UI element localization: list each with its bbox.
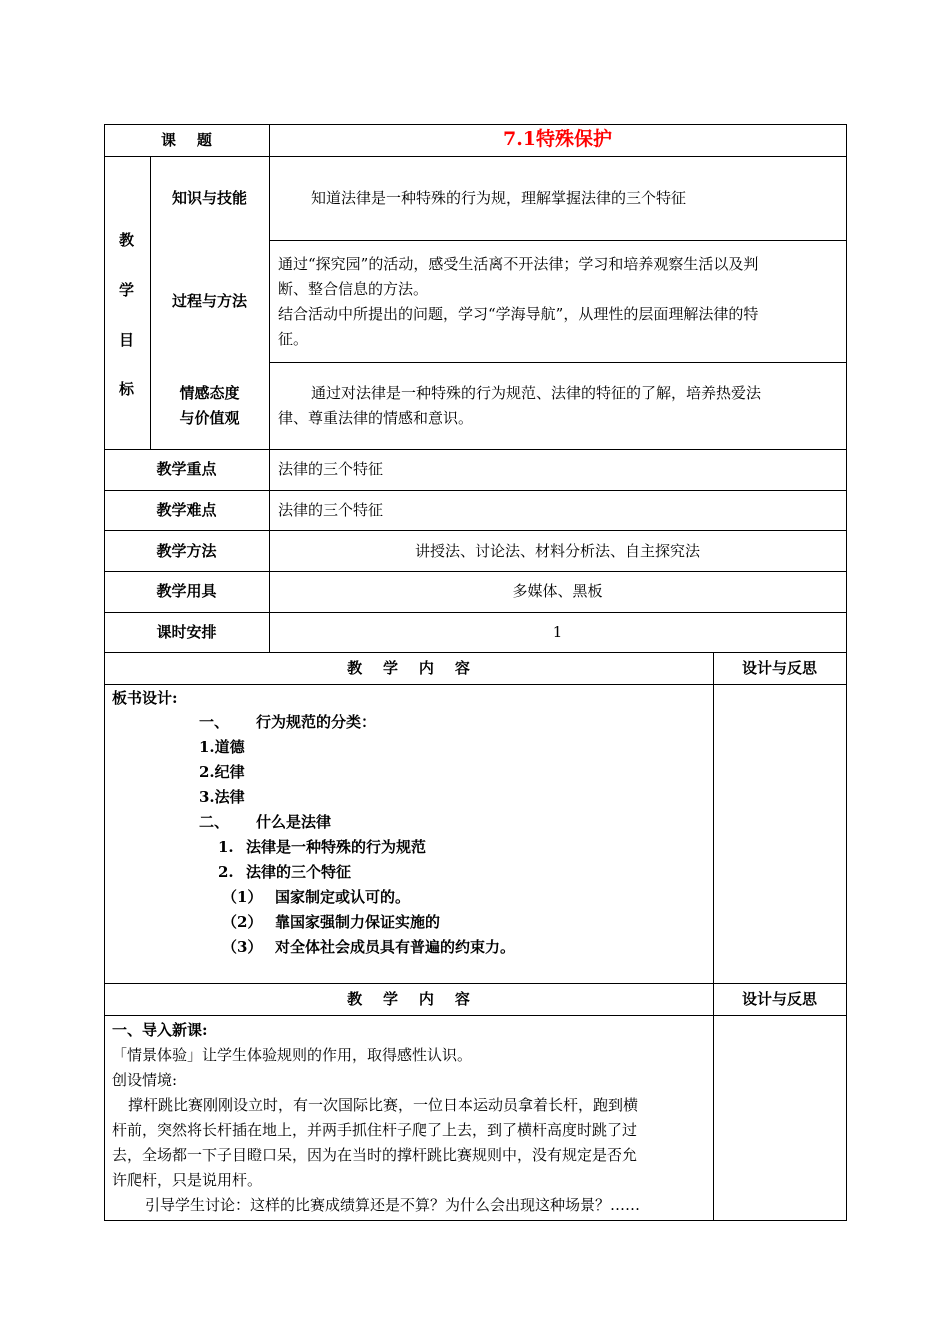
- row-divider: [104, 449, 847, 450]
- row-divider: [104, 612, 847, 613]
- experience-text: 「情景体验」让学生体验规则的作用，取得感性认识。: [112, 1046, 473, 1064]
- story-line: 去，全场都一下子目瞪口呆，因为在当时的撑杆跳比赛规则中，没有规定是否允: [112, 1146, 638, 1164]
- feature-item: 对全体社会成员具有普遍的约束力。: [275, 938, 516, 956]
- section-number: 一、: [199, 713, 230, 731]
- info-row-value: 法律的三个特征: [278, 460, 384, 478]
- objectives-label-char: 学: [119, 281, 135, 299]
- topic-label: 课 题: [161, 131, 212, 149]
- feature-number: （1）: [222, 888, 263, 906]
- info-row-value: 法律的三个特征: [278, 501, 384, 519]
- info-row-label: 课时安排: [156, 623, 217, 641]
- row-divider: [104, 530, 847, 531]
- board-title: 板书设计:: [112, 689, 178, 707]
- list-item-number: 2.: [218, 863, 234, 881]
- info-row-label: 教学难点: [156, 501, 217, 519]
- list-item: 1.道德: [199, 738, 245, 756]
- info-row-value: 讲授法、讨论法、材料分析法、自主探究法: [414, 542, 700, 560]
- reflect-header-label: 设计与反思: [741, 990, 817, 1008]
- row-divider: [104, 652, 847, 653]
- emotion-label-line: 情感态度: [179, 384, 240, 402]
- knowledge-label: 知识与技能: [171, 189, 247, 207]
- section-heading: 行为规范的分类：: [256, 713, 377, 731]
- content-header-label: 教 学 内 容: [347, 659, 470, 677]
- row-divider: [269, 240, 847, 241]
- row-divider: [104, 684, 847, 685]
- section-number: 二、: [199, 813, 230, 831]
- story-line: 杆前，突然将长杆插在地上，并两手抓住杆子爬了上去，到了横杆高度时跳了过: [112, 1121, 638, 1139]
- row-divider: [104, 983, 847, 984]
- info-row-label: 教学方法: [156, 542, 217, 560]
- feature-item: 靠国家强制力保证实施的: [275, 913, 441, 931]
- list-item: 法律是一种特殊的行为规范: [246, 838, 427, 856]
- objectives-label-char: 教: [119, 231, 135, 249]
- row-divider: [104, 156, 847, 157]
- info-row-value: 1: [552, 623, 563, 641]
- emotion-line: 通过对法律是一种特殊的行为规范、法律的特征的了解，培养热爱法: [311, 384, 762, 402]
- process-line: 通过“探究园”的活动，感受生活离不开法律；学习和培养观察生活以及判: [278, 255, 759, 273]
- discussion-text: 引导学生讨论：这样的比赛成绩算还是不算？为什么会出现这种场景？……: [145, 1196, 641, 1214]
- knowledge-text: 知道法律是一种特殊的行为规，理解掌握法律的三个特征: [311, 189, 687, 207]
- story-line: 许爬杆，只是说用杆。: [112, 1171, 263, 1189]
- table-border-top: [104, 124, 847, 125]
- section-heading: 什么是法律: [256, 813, 332, 831]
- feature-number: （3）: [222, 938, 263, 956]
- process-line: 结合活动中所提出的问题，学习“学海导航”，从理性的层面理解法律的特: [278, 305, 759, 323]
- feature-item: 国家制定或认可的。: [275, 888, 411, 906]
- col-divider: [713, 652, 714, 1220]
- process-line: 断、整合信息的方法。: [278, 280, 429, 298]
- row-divider: [269, 362, 847, 363]
- story-line: 撑杆跳比赛刚刚设立时，有一次国际比赛，一位日本运动员拿着长杆，跑到横: [128, 1096, 639, 1114]
- row-divider: [104, 571, 847, 572]
- objectives-label-char: 标: [119, 380, 135, 398]
- list-item: 法律的三个特征: [246, 863, 352, 881]
- process-line: 征。: [278, 330, 309, 348]
- list-item: 3.法律: [199, 788, 245, 806]
- emotion-line: 律、尊重法律的情感和意识。: [278, 409, 474, 427]
- content-header-label: 教 学 内 容: [347, 990, 470, 1008]
- intro-heading: 一、导入新课:: [112, 1021, 208, 1039]
- emotion-label-line: 与价值观: [179, 409, 240, 427]
- table-border-right: [846, 124, 847, 1221]
- scene-label: 创设情境:: [112, 1071, 178, 1089]
- topic-title: 7.1特殊保护: [502, 128, 613, 150]
- row-divider: [104, 490, 847, 491]
- info-row-label: 教学重点: [156, 460, 217, 478]
- info-row-value: 多媒体、黑板: [512, 582, 603, 600]
- row-divider: [104, 1015, 847, 1016]
- list-item-number: 1.: [218, 838, 234, 856]
- col-divider: [269, 124, 270, 652]
- feature-number: （2）: [222, 913, 263, 931]
- list-item: 2.纪律: [199, 763, 245, 781]
- info-row-label: 教学用具: [156, 582, 217, 600]
- process-label: 过程与方法: [171, 292, 247, 310]
- table-border-bottom: [104, 1220, 847, 1221]
- reflect-header-label: 设计与反思: [741, 659, 817, 677]
- objectives-label-char: 目: [119, 331, 135, 349]
